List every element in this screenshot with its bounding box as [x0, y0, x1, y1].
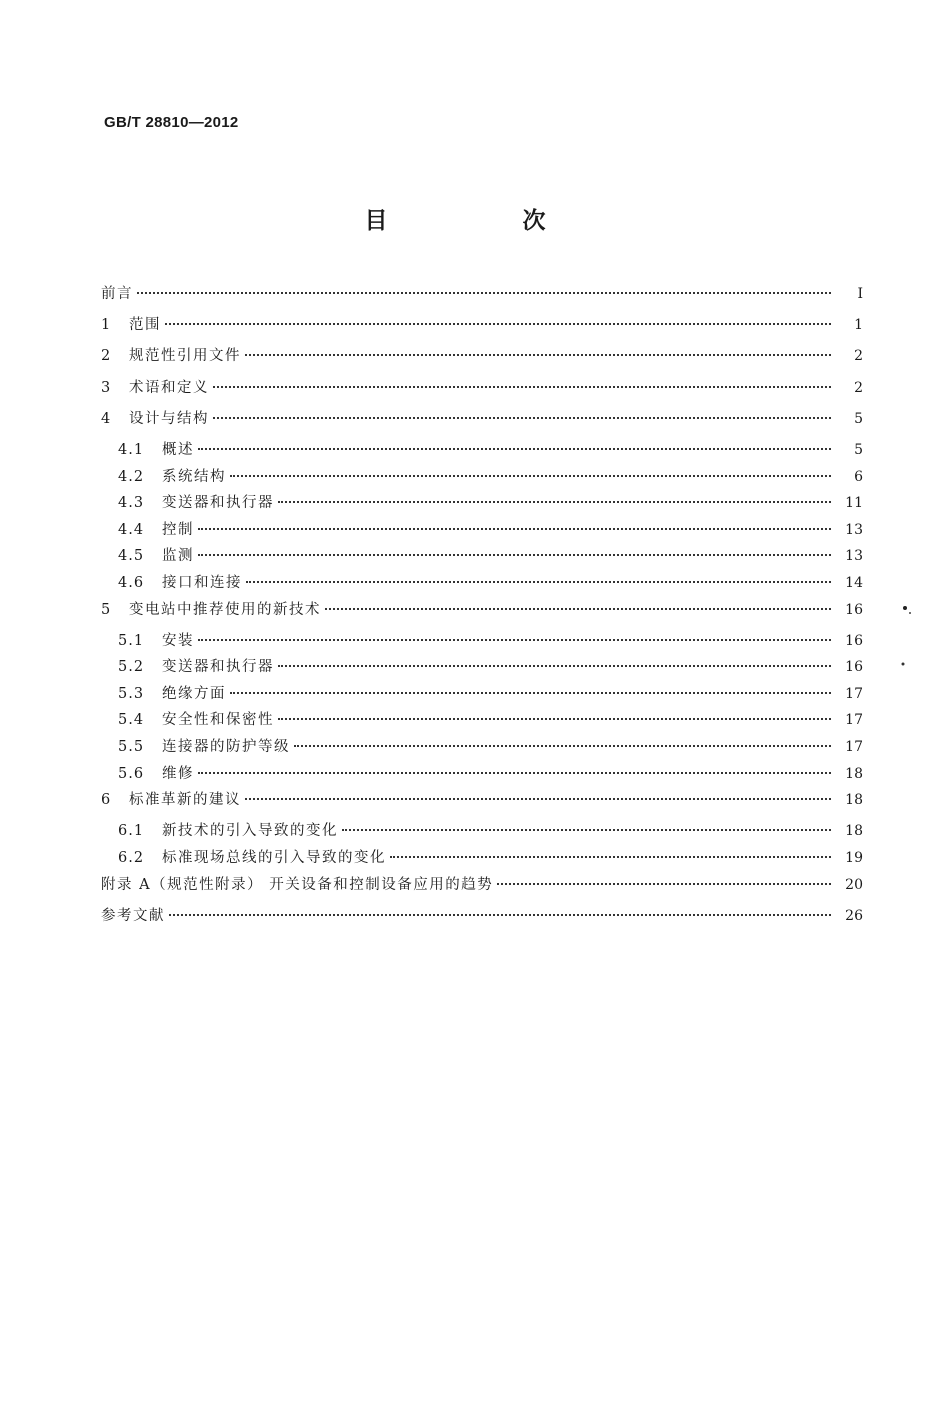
toc-entry[interactable]	[101, 491, 863, 518]
scan-speck	[903, 606, 907, 610]
dot-leader	[278, 665, 831, 667]
toc-entry-page: 14	[845, 574, 863, 591]
toc-entry[interactable]	[101, 762, 863, 789]
toc-entry-number: 5	[101, 601, 111, 618]
toc-entry-number: 6	[101, 792, 111, 809]
toc-entry[interactable]	[101, 682, 863, 709]
toc-entry[interactable]	[101, 819, 863, 846]
toc-entry[interactable]	[101, 735, 863, 762]
toc-entry-number: 5.6	[118, 765, 145, 782]
toc-entry[interactable]	[101, 465, 863, 492]
toc-entry-label: 参考文献	[101, 907, 165, 924]
toc-entry-number: 4.5	[118, 548, 145, 565]
dot-leader	[230, 692, 831, 694]
toc-entry-label: 前言	[101, 286, 133, 302]
toc-entry-label: 变电站中推荐使用的新技术	[129, 601, 321, 618]
dot-leader	[198, 554, 831, 556]
dot-leader	[165, 323, 831, 325]
toc-entry-label: 接口和连接	[162, 574, 242, 591]
toc-entry[interactable]	[101, 376, 863, 407]
dot-leader	[278, 718, 831, 720]
toc-entry-number: 1	[101, 317, 111, 334]
toc-entry-number: 4	[101, 410, 111, 427]
toc-entry[interactable]	[101, 571, 863, 598]
toc-entry-page: 5	[854, 441, 863, 458]
toc-entry-number: 5.2	[118, 659, 145, 676]
toc-entry-page: 16	[845, 601, 863, 618]
toc-entry[interactable]	[101, 344, 863, 375]
dot-leader	[213, 386, 831, 388]
toc-entry-page: 2	[854, 379, 863, 396]
toc-entry-page: 1	[854, 317, 863, 334]
toc-entry-page: 6	[854, 468, 863, 485]
document-id: GB/T 28810—2012	[104, 114, 239, 131]
toc-entry-number: 6.2	[118, 850, 145, 867]
toc-entry-page: 13	[845, 521, 863, 538]
toc-entry-label: 附录 A（规范性附录） 开关设备和控制设备应用的趋势	[101, 876, 494, 893]
toc-entry-page: 19	[845, 850, 863, 867]
toc-entry-page: 18	[845, 823, 863, 840]
toc-entry-number: 5.4	[118, 712, 145, 729]
toc-entry[interactable]	[101, 518, 863, 545]
toc-entry-label: 变送器和执行器	[162, 659, 274, 676]
dot-leader	[390, 856, 831, 858]
toc-entry-number: 4.1	[118, 441, 145, 458]
toc-entry-label: 标准现场总线的引入导致的变化	[162, 850, 386, 867]
toc-entry-label: 监测	[162, 548, 194, 565]
toc-entry-page: 17	[845, 739, 863, 756]
toc-entry-label: 新技术的引入导致的变化	[162, 823, 338, 840]
toc-entry-page: 26	[845, 907, 863, 924]
toc-entry-page: 16	[845, 659, 863, 676]
toc-entry-number: 4.2	[118, 468, 145, 485]
toc-entry-number: 4.4	[118, 521, 145, 538]
toc-entry-label: 范围	[129, 317, 161, 334]
toc-entry-page: 2	[854, 348, 863, 365]
dot-leader	[245, 798, 831, 800]
dot-leader	[230, 475, 831, 477]
toc-entry-label: 控制	[162, 521, 194, 538]
toc-entry[interactable]	[101, 282, 863, 313]
toc-entry-label: 标准革新的建议	[129, 792, 241, 809]
toc-entry-page: 11	[845, 495, 863, 512]
dot-leader	[198, 772, 831, 774]
dot-leader	[246, 581, 831, 583]
dot-leader	[169, 914, 831, 916]
toc-entry-page: 20	[845, 876, 863, 893]
toc-entry[interactable]	[101, 544, 863, 571]
toc-entry-page: 18	[845, 792, 863, 809]
toc-entry-number: 4.3	[118, 495, 145, 512]
toc-entry-number: 2	[101, 348, 111, 365]
toc-entry-label: 维修	[162, 765, 194, 782]
toc-entry-number: 5.3	[118, 685, 145, 702]
page-title: 目 次	[364, 208, 602, 234]
toc-entry-number: 5.5	[118, 739, 145, 756]
toc-entry-page: 5	[854, 410, 863, 427]
dot-leader	[342, 829, 831, 831]
dot-leader	[278, 501, 831, 503]
dot-leader	[294, 745, 831, 747]
toc-entry[interactable]	[101, 598, 863, 629]
scan-speck	[902, 663, 905, 666]
toc-entry[interactable]	[101, 873, 863, 904]
toc-entry[interactable]	[101, 788, 863, 819]
table-of-contents	[101, 282, 863, 935]
dot-leader	[497, 883, 831, 885]
toc-entry-page: 16	[845, 632, 863, 649]
toc-entry[interactable]	[101, 846, 863, 873]
toc-entry[interactable]	[101, 313, 863, 344]
toc-entry-label: 术语和定义	[129, 379, 209, 396]
dot-leader	[198, 448, 831, 450]
toc-entry-label: 概述	[162, 441, 194, 458]
toc-entry-label: 变送器和执行器	[162, 495, 274, 512]
toc-entry-number: 3	[101, 379, 111, 396]
scan-speck	[909, 612, 911, 614]
toc-entry-label: 系统结构	[162, 468, 226, 485]
toc-entry-page: 17	[845, 685, 863, 702]
toc-entry[interactable]	[101, 407, 863, 438]
dot-leader	[137, 292, 831, 294]
toc-entry-label: 设计与结构	[129, 410, 209, 427]
toc-entry-page: Ⅰ	[857, 286, 863, 302]
toc-entry-number: 4.6	[118, 574, 145, 591]
toc-entry[interactable]	[101, 708, 863, 735]
toc-entry[interactable]	[101, 438, 863, 465]
dot-leader	[198, 639, 831, 641]
dot-leader	[213, 417, 831, 419]
toc-entry[interactable]	[101, 629, 863, 656]
toc-entry-label: 连接器的防护等级	[162, 739, 290, 756]
toc-entry-page: 13	[845, 548, 863, 565]
dot-leader	[245, 354, 831, 356]
toc-entry[interactable]	[101, 655, 863, 682]
toc-entry-page: 18	[845, 765, 863, 782]
dot-leader	[198, 528, 831, 530]
toc-entry-label: 安全性和保密性	[162, 712, 274, 729]
toc-entry-label: 规范性引用文件	[129, 348, 241, 365]
toc-entry-label: 安装	[162, 632, 194, 649]
toc-entry[interactable]	[101, 904, 863, 935]
toc-entry-number: 6.1	[118, 823, 145, 840]
dot-leader	[325, 608, 831, 610]
toc-entry-label: 绝缘方面	[162, 685, 226, 702]
toc-entry-page: 17	[845, 712, 863, 729]
toc-entry-number: 5.1	[118, 632, 145, 649]
